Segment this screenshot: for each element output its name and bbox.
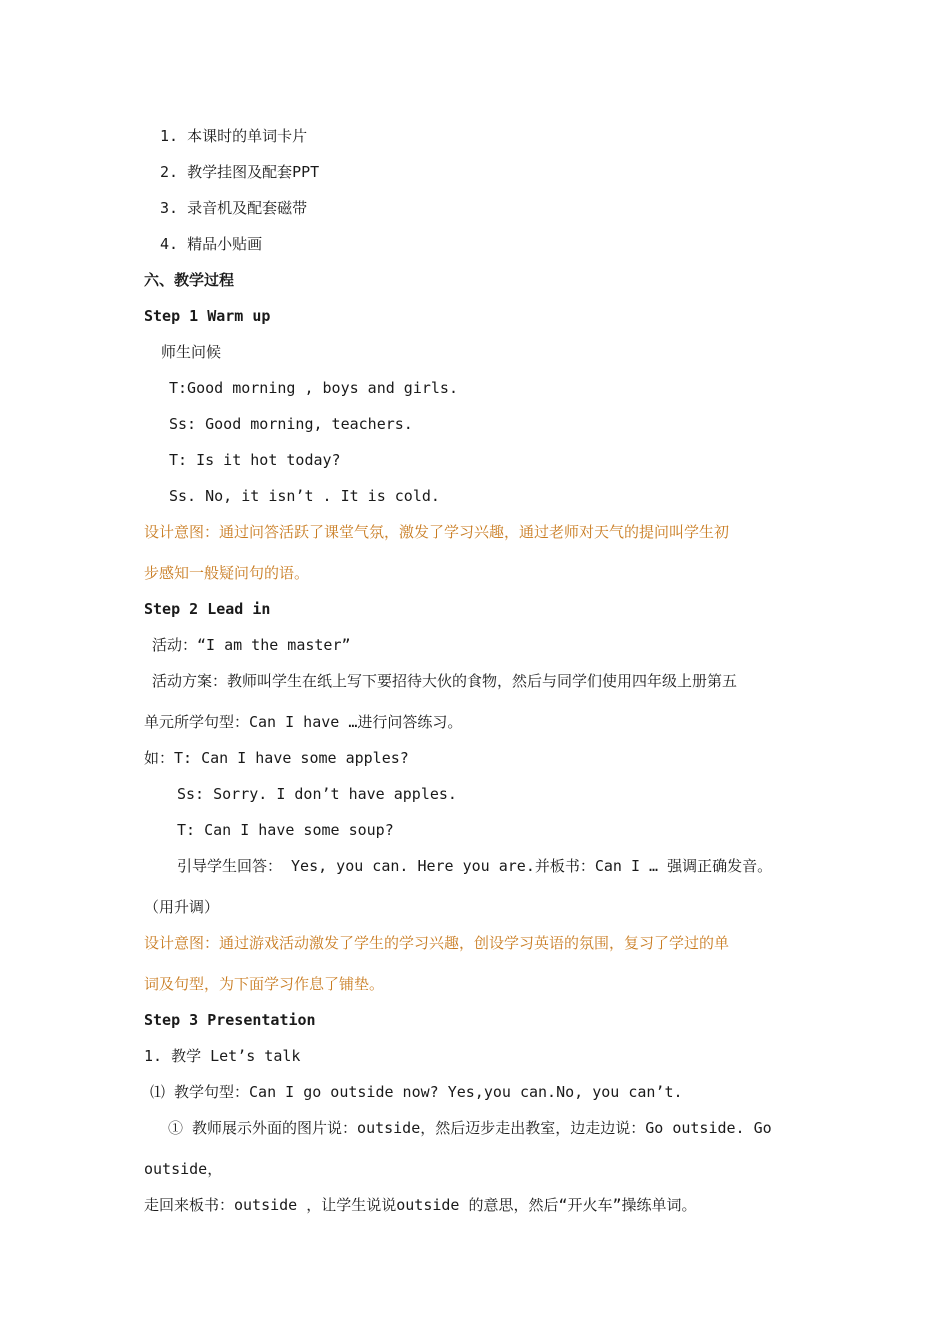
step-subtitle: 师生问候	[161, 343, 222, 361]
design-intent: 设计意图：通过问答活跃了课堂气氛，激发了学习兴趣，通过老师对天气的提问叫学生初	[144, 523, 730, 541]
example-line: Ss: Sorry. I don’t have apples.	[177, 785, 457, 803]
material-item: 3. 录音机及配套磁带	[160, 199, 308, 217]
step-title: Step 2 Lead in	[144, 600, 271, 618]
material-item: 2. 教学挂图及配套PPT	[160, 163, 320, 181]
design-intent: 设计意图：通过游戏活动激发了学生的学习兴趣，创设学习英语的氛围，复习了学过的单	[144, 934, 730, 952]
activity-plan: 单元所学句型：Can I have …进行问答练习。	[144, 713, 463, 731]
dialogue-line: T: Is it hot today?	[169, 451, 341, 469]
dialogue-line: T:Good morning , boys and girls.	[169, 379, 458, 397]
example-line: T: Can I have some soup?	[177, 821, 394, 839]
activity-plan: 活动方案：教师叫学生在纸上写下要招待大伙的食物，然后与同学们使用四年级上册第五	[152, 672, 738, 690]
dialogue-line: Ss. No, it isn’t . It is cold.	[169, 487, 440, 505]
material-item: 4. 精品小贴画	[160, 235, 263, 253]
example-line: 引导学生回答： Yes, you can. Here you are.并板书：Can I … 强调正确发音。	[177, 857, 773, 875]
step-title: Step 1 Warm up	[144, 307, 271, 325]
material-item: 1. 本课时的单词卡片	[160, 127, 308, 145]
design-intent: 词及句型，为下面学习作息了铺垫。	[144, 975, 385, 993]
design-intent: 步感知一般疑问句的语。	[144, 564, 310, 582]
note-line: （用升调）	[144, 898, 220, 916]
activity-name: 活动：“I am the master”	[152, 636, 351, 654]
step-title: Step 3 Presentation	[144, 1011, 316, 1029]
dialogue-line: Ss: Good morning, teachers.	[169, 415, 413, 433]
item-subheading: ⑴ 教学句型：Can I go outside now? Yes,you can.No, you can’t.	[150, 1083, 683, 1101]
section-heading: 六、教学过程	[144, 271, 235, 289]
item-step: ① 教师展示外面的图片说：outside，然后迈步走出教室，边走边说：Go outside. Go	[168, 1119, 772, 1137]
item-step: 走回来板书：outside ，让学生说说outside 的意思，然后“开火车”操练单词。	[144, 1196, 697, 1214]
item-heading: 1. 教学 Let’s talk	[144, 1047, 301, 1065]
example-line: 如：T: Can I have some apples?	[144, 749, 409, 767]
item-step: outside，	[144, 1160, 223, 1178]
